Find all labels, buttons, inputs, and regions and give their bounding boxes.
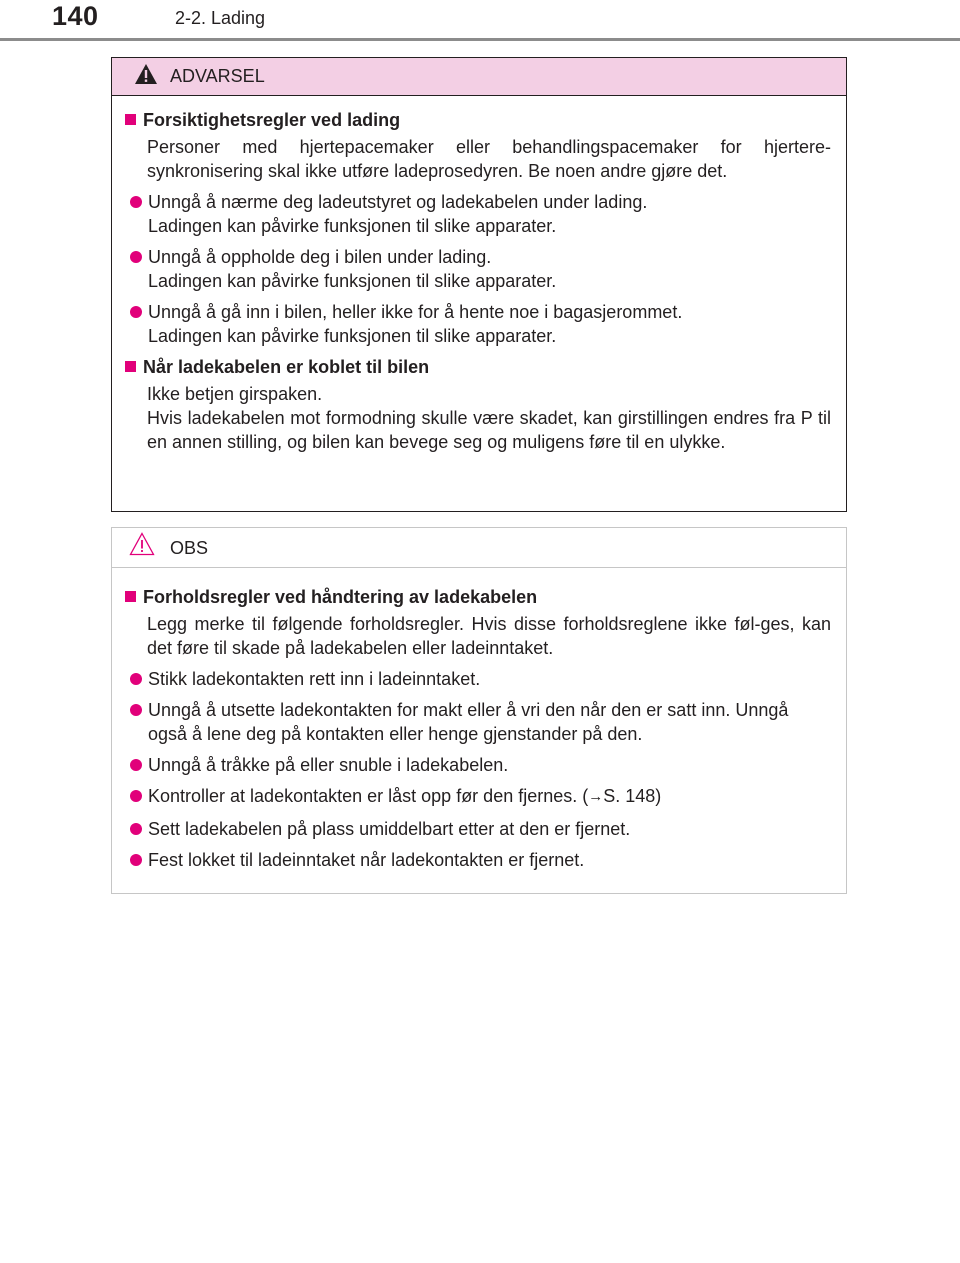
list-item	[130, 817, 831, 841]
list-item	[130, 753, 831, 777]
section-paragraph: Personer med hjertepacemaker eller behandlingspacemaker for hjertere-synkronisering skal ikke utføre ladeprosedyren. Be noen andre gjøre det.	[147, 137, 831, 181]
section-title: 2-2. Lading	[175, 8, 266, 28]
list-item	[130, 698, 831, 746]
list-item-line: Ladingen kan påvirke funksjonen til slike apparater.	[148, 271, 557, 291]
round-bullet-icon	[130, 854, 142, 866]
section-paragraph	[147, 382, 831, 454]
warning-box-header	[112, 58, 846, 96]
section-heading	[123, 585, 831, 609]
bullet-list	[123, 667, 831, 872]
notice-box	[111, 527, 847, 894]
section-paragraph: Legg merke til følgende forholdsregler. Hvis disse forholdsreglene ikke føl-ges, kan det føre til skade på ladekabelen eller ladeinntaket.	[147, 614, 831, 658]
list-item	[130, 190, 831, 238]
section-heading-text: Forholdsregler ved håndtering av ladekabelen	[143, 587, 538, 607]
round-bullet-icon	[130, 704, 142, 716]
page-number: 140	[52, 1, 99, 31]
list-item	[130, 848, 831, 872]
list-item-line: Ladingen kan påvirke funksjonen til slike apparater.	[148, 326, 557, 346]
square-bullet-icon	[125, 591, 136, 602]
section-heading-text: Når ladekabelen er koblet til bilen	[143, 357, 430, 377]
round-bullet-icon	[130, 306, 142, 318]
page-reference-link[interactable]: S. 148)	[603, 786, 662, 806]
list-item-text: Fest lokket til ladeinntaket når ladekontakten er fjernet.	[148, 850, 585, 870]
list-item-text	[148, 190, 647, 238]
list-item	[130, 667, 831, 691]
caution-triangle-icon	[129, 532, 155, 561]
warning-triangle-icon	[134, 63, 158, 90]
section-heading	[123, 108, 831, 132]
round-bullet-icon	[130, 196, 142, 208]
list-item-text: Sett ladekabelen på plass umiddelbart etter at den er fjernet.	[148, 819, 631, 839]
list-item-text	[148, 300, 682, 348]
arrow-right-icon: →	[588, 788, 604, 805]
list-item-text: Stikk ladekontakten rett inn i ladeinntaket.	[148, 669, 481, 689]
round-bullet-icon	[130, 823, 142, 835]
list-item	[130, 300, 831, 348]
header-divider	[0, 38, 960, 41]
page-header	[0, 0, 960, 40]
section-heading	[123, 355, 831, 379]
notice-box-header	[112, 528, 846, 568]
warning-box	[111, 57, 847, 512]
warning-box-body	[112, 96, 846, 454]
notice-label: OBS	[170, 538, 209, 558]
list-item-line: Unngå å oppholde deg i bilen under lading.	[148, 247, 492, 267]
list-item-text	[148, 245, 556, 293]
list-item-line: Ladingen kan påvirke funksjonen til slike apparater.	[148, 216, 557, 236]
round-bullet-icon	[130, 673, 142, 685]
paragraph-line: Ikke betjen girspaken.	[147, 384, 323, 404]
round-bullet-icon	[130, 790, 142, 802]
section-heading-text: Forsiktighetsregler ved lading	[143, 110, 401, 130]
list-item-line: Unngå å gå inn i bilen, heller ikke for å hente noe i bagasjerommet.	[148, 302, 683, 322]
list-item-text: Unngå å utsette ladekontakten for makt eller å vri den når den er satt inn. Unngå også å lene deg på kontakten eller henge gjenstander på den.	[148, 700, 789, 744]
list-item	[130, 784, 831, 810]
list-item-text: Unngå å tråkke på eller snuble i ladekabelen.	[148, 755, 509, 775]
paragraph-line: Hvis ladekabelen mot formodning skulle være skadet, kan girstillingen endres fra P til en annen stilling, og bilen kan bevege seg og muligens føre til en ulykke.	[147, 408, 831, 452]
round-bullet-icon	[130, 251, 142, 263]
square-bullet-icon	[125, 114, 136, 125]
notice-box-body	[112, 568, 846, 872]
list-item-line: Unngå å nærme deg ladeutstyret og ladekabelen under lading.	[148, 192, 648, 212]
list-item-text	[148, 784, 661, 810]
warning-label: ADVARSEL	[170, 66, 265, 86]
list-item-text-part: Kontroller at ladekontakten er låst opp før den fjernes. (	[148, 786, 589, 806]
bullet-list	[123, 190, 831, 348]
square-bullet-icon	[125, 361, 136, 372]
list-item	[130, 245, 831, 293]
round-bullet-icon	[130, 759, 142, 771]
